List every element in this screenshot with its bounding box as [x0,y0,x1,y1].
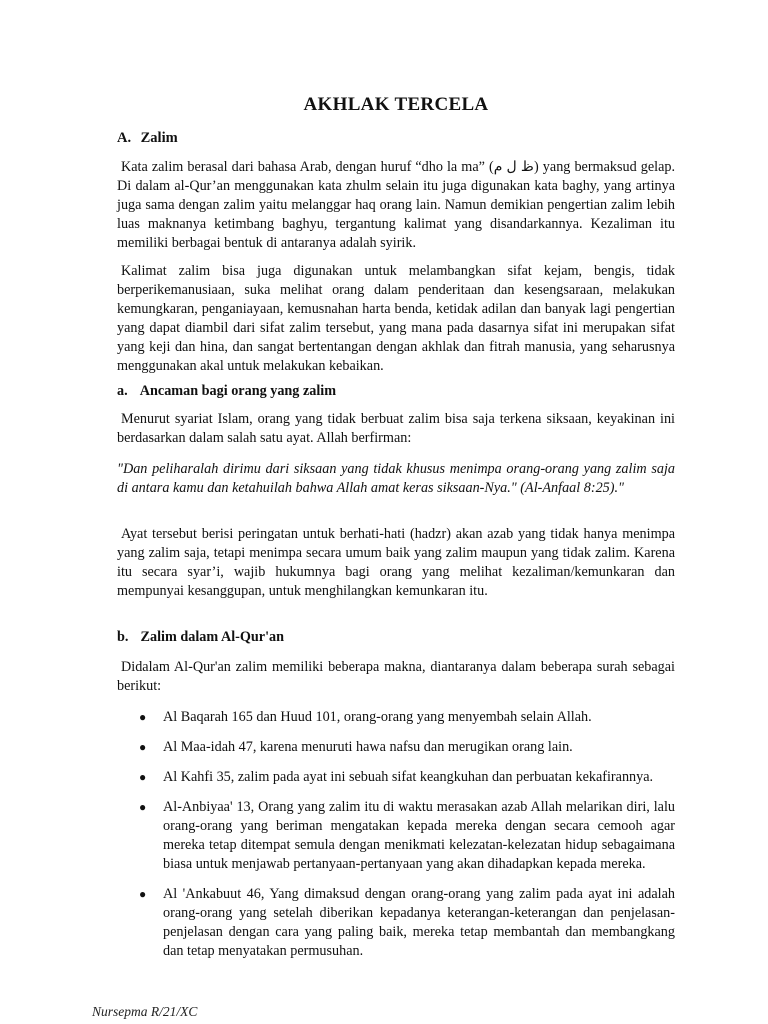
paragraph-text: Ayat tersebut berisi peringatan untuk berhati-hati (hadzr) akan azab yang tidak hanya menimpa yang zalim saja, tetapi menimpa secara umum baik yang zalim maupun yang tidak zalim. Karena itu secara syar’i, wajib hukumnya bagi orang yang melihat kezaliman/kemunkaran dan mempunyai kesanggupan, untuk menghilangkan kemunkaran itu. [117,526,675,599]
subsection-heading-a [117,383,336,400]
subsection-number: a. [117,383,128,399]
bullet-icon: ● [139,800,147,814]
list-item-text: Al Baqarah 165 dan Huud 101, orang-orang yang menyembah selain Allah. [163,709,592,725]
paragraph-meaning [117,262,675,376]
bullet-icon: ● [139,770,147,784]
quran-quote [117,460,675,498]
list-item [117,768,675,787]
list-item-text: Al 'Ankabuut 46, Yang dimaksud dengan orang-orang yang zalim pada ayat ini adalah orang-orang yang setelah diberikan kepadanya keterangan-keterangan dan penjelasan-penjelasan dengan cara yang paling baik, mereka tetap membantah dan membangkang dan tetap menyatakan permusuhan. [163,886,675,959]
paragraph-quran-meanings [117,658,675,696]
list-item [117,885,675,961]
paragraph-text: Menurut syariat Islam, orang yang tidak berbuat zalim bisa saja terkena siksaan, keyakinan ini berdasarkan dalam salah satu ayat. Allah berfirman: [117,411,675,446]
paragraph-text: Kata zalim berasal dari bahasa Arab, dengan huruf “dho la ma” (ظ ل م) yang bermaksud gelap. Di dalam al-Qur’an menggunakan kata zhulm selain itu juga digunakan kata baghy, yang artinya juga sama dengan zalim yaitu melanggar haq orang lain. Namun demikian pengertian zalim lebih luas maknanya ketimbang baghyu, tergantung kalimat yang disandarkannya. Kezaliman itu memiliki berbagai bentuk di antaranya adalah syirik. [117,159,676,251]
paragraph-explanation [117,525,675,601]
quote-text: "Dan peliharalah dirimu dari siksaan yang tidak khusus menimpa orang-orang yang zalim saja di antara kamu dan ketahuilah bahwa Allah amat keras siksaan-Nya." (Al-Anfaal 8:25)." [117,461,675,496]
paragraph-text: Kalimat zalim bisa juga digunakan untuk melambangkan sifat kejam, bengis, tidak berperikemanusiaan, suka melihat orang dalam penderitaan dan kesengsaraan, melakukan kemungkaran, penganiayaan, kemusnahan harta benda, ketidak adilan dan banyak lagi pengertian yang dapat diambil dari sifat zalim tersebut, yang mana pada dasarnya sifat ini merupakan sifat yang keji dan hina, dan sangat bertentangan dengan akhlak dan fitrah manusia, yang seharusnya menggunakan akal untuk melakukan kebaikan. [117,263,675,374]
document-title: AKHLAK TERCELA [303,94,489,115]
subsection-title: Zalim dalam Al-Qur'an [140,629,285,645]
bullet-icon: ● [139,710,147,724]
section-number: A. [117,130,132,146]
bullet-icon: ● [139,740,147,754]
paragraph-definition [117,158,675,253]
list-item [117,738,675,757]
list-item-text: Al Maa-idah 47, karena menuruti hawa nafsu dan merugikan orang lain. [163,739,573,755]
list-item [117,708,675,727]
paragraph-text: Didalam Al-Qur'an zalim memiliki beberapa makna, diantaranya dalam beberapa surah sebagai berikut: [117,659,675,694]
subsection-heading-b [117,629,284,646]
section-title: Zalim [140,130,178,146]
list-item-text: Al Kahfi 35, zalim pada ayat ini sebuah sifat keangkuhan dan perbuatan kekafirannya. [163,769,654,785]
subsection-number: b. [117,629,129,645]
surah-list [117,708,675,961]
page-footer: Nursepma R/21/XC [92,1004,198,1019]
section-heading-a [117,130,178,147]
bullet-icon: ● [139,887,147,901]
list-item-text: Al-Anbiyaa' 13, Orang yang zalim itu di waktu merasakan azab Allah melarikan diri, lalu orang-orang yang beriman mengatakan kepada mereka dengan secara cemooh agar mereka tetap ditempat semula dengan menikmati kelezatan-kelezatan hidup sebagaimana biasa untuk menjawab pertanyaan-pertanyaan yang akan dihadapkan kepada mereka. [163,799,675,872]
subsection-title: Ancaman bagi orang yang zalim [139,383,337,399]
list-item [117,798,675,874]
paragraph-threat [117,410,675,448]
